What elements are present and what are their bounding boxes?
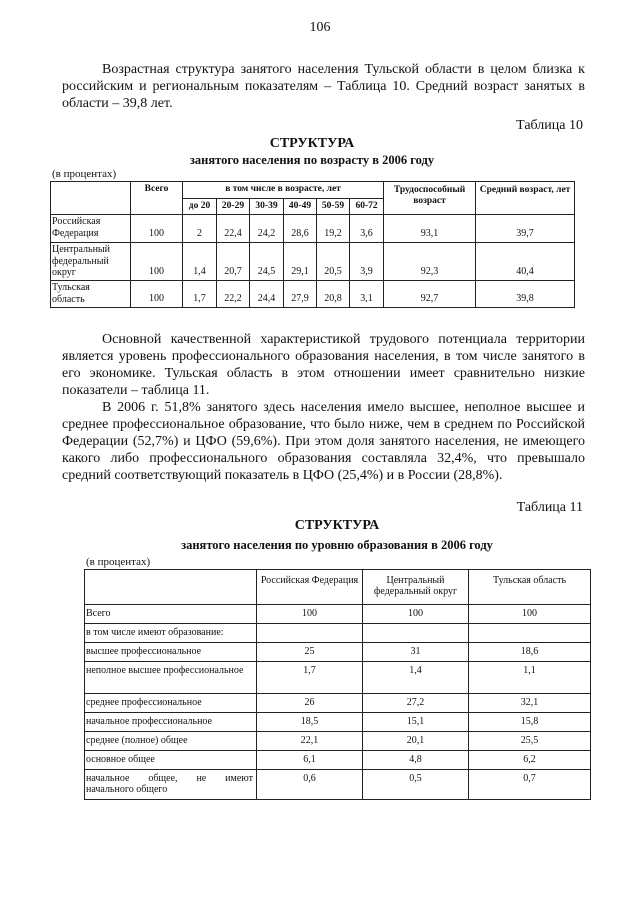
row-name-line: Российская [52, 216, 101, 227]
table-row [51, 215, 575, 243]
table11-cell [257, 624, 363, 643]
table-row [85, 643, 591, 662]
table11-cell: 1,7 [257, 662, 363, 694]
table11-cell: 22,1 [257, 732, 363, 751]
table11-row-name: высшее профессиональное [85, 643, 257, 662]
table10-cell: 100 [131, 281, 183, 308]
table10-cell: 1,4 [183, 243, 217, 281]
intro-text: Возрастная структура занятого населения Тульской области в целом близка к российским и региональным показателям – Таблица 10. Средний возраст занятых в области – 39,8 лет. [62, 62, 585, 111]
table10-cell: 3,6 [350, 215, 384, 243]
table10-cell: 3,1 [350, 281, 384, 308]
table10-corner [51, 182, 131, 215]
table11-header-rf: Российская Федерация [257, 570, 363, 605]
table11-title: СТРУКТУРА [294, 518, 380, 533]
table11-cell: 20,1 [363, 732, 469, 751]
table-row [51, 243, 575, 281]
table11-cell: 100 [469, 605, 591, 624]
table10-header-age: 40-49 [284, 199, 317, 215]
table11-cell: 25 [257, 643, 363, 662]
table10-cell: 22,4 [217, 215, 250, 243]
table10-cell: 40,4 [476, 243, 575, 281]
table11-row-name: основное общее [85, 751, 257, 770]
table10-header-age: 50-59 [317, 199, 350, 215]
body-paragraphs [62, 331, 585, 484]
table-row [85, 624, 591, 643]
table11-cell: 0,5 [363, 770, 469, 800]
table11-cell: 1,4 [363, 662, 469, 694]
table11-cell: 15,8 [469, 713, 591, 732]
row-name-line: Центральный [52, 244, 111, 255]
table10-header-able-bodied: Трудоспособный возраст [384, 182, 476, 215]
table10-header-age: 20-29 [217, 199, 250, 215]
table11-corner [85, 570, 257, 605]
table-row [85, 694, 591, 713]
table11-label: Таблица 11 [516, 500, 583, 515]
table11-cell: 0,7 [469, 770, 591, 800]
table10-header-age: 60-72 [350, 199, 384, 215]
table11-cell: 0,6 [257, 770, 363, 800]
table11-row-name: начальное общее, не имеют начального общего [85, 770, 257, 800]
table11-header-cfo: Центральный федеральный округ [363, 570, 469, 605]
intro-paragraph [62, 61, 585, 112]
table10-cell: 39,7 [476, 215, 575, 243]
table10 [50, 181, 575, 308]
row-name-line: область [52, 293, 85, 305]
table11-row-name: среднее профессиональное [85, 694, 257, 713]
table11-cell [363, 624, 469, 643]
table11-cell [469, 624, 591, 643]
table10-cell: 20,8 [317, 281, 350, 308]
table10-cell: 92,7 [384, 281, 476, 308]
row-name-line: Федерация [52, 227, 99, 239]
table10-header-age: до 20 [183, 199, 217, 215]
table10-cell: 92,3 [384, 243, 476, 281]
table11-cell: 32,1 [469, 694, 591, 713]
table-row [85, 605, 591, 624]
table11-cell: 25,5 [469, 732, 591, 751]
table11-cell: 4,8 [363, 751, 469, 770]
paragraph-2: Основной качественной характеристикой трудового потенциала территории является уровень профессионального образования населения, в том числе занятого в его экономике. Тульская область в этом отношении имеет сравнительно низкие показатели – таблица 11. [62, 332, 585, 398]
table11-cell: 18,5 [257, 713, 363, 732]
table10-cell: 20,5 [317, 243, 350, 281]
table11-row-name: среднее (полное) общее [85, 732, 257, 751]
table11-subtitle: занятого населения по уровню образования в 2006 году [181, 538, 493, 552]
table11-row-name: Всего [85, 605, 257, 624]
table10-label: Таблица 10 [516, 118, 583, 133]
table10-row-name [51, 215, 131, 243]
table10-cell: 100 [131, 215, 183, 243]
row-name-line: федеральный [52, 255, 109, 267]
table11-cell: 15,1 [363, 713, 469, 732]
table10-row-name [51, 243, 131, 281]
table11-row-name: в том числе имеют образование: [85, 624, 257, 643]
table11-cell: 6,2 [469, 751, 591, 770]
table-row [85, 751, 591, 770]
table11-cell: 100 [257, 605, 363, 624]
table10-header-age: 30-39 [250, 199, 284, 215]
table11-cell: 26 [257, 694, 363, 713]
table10-cell: 27,9 [284, 281, 317, 308]
table10-header-age-group: в том числе в возрасте, лет [183, 182, 384, 199]
table11-row-name: неполное высшее профессиональное [85, 662, 257, 694]
table11-cell: 31 [363, 643, 469, 662]
row-name-line: округ [52, 267, 76, 278]
table10-cell: 3,9 [350, 243, 384, 281]
table10-subtitle: занятого населения по возрасту в 2006 году [189, 153, 435, 167]
table-row [85, 770, 591, 800]
table10-cell: 24,2 [250, 215, 284, 243]
table10-row-name [51, 281, 131, 308]
table11-cell: 100 [363, 605, 469, 624]
table-row [85, 662, 591, 694]
table10-title: СТРУКТУРА [269, 136, 355, 151]
row-name-line: Тульская [52, 282, 90, 293]
table10-cell: 20,7 [217, 243, 250, 281]
table11-cell: 6,1 [257, 751, 363, 770]
table10-cell: 24,4 [250, 281, 284, 308]
table11 [84, 569, 591, 800]
table10-header-total: Всего [131, 182, 183, 215]
table10-cell: 93,1 [384, 215, 476, 243]
table10-cell: 24,5 [250, 243, 284, 281]
table-row [85, 732, 591, 751]
table11-cell: 27,2 [363, 694, 469, 713]
table11-cell: 1,1 [469, 662, 591, 694]
table10-cell: 2 [183, 215, 217, 243]
table10-header-avg-age: Средний возраст, лет [476, 182, 575, 215]
table10-cell: 100 [131, 243, 183, 281]
table10-unit: (в процентах) [52, 168, 117, 180]
table10-cell: 28,6 [284, 215, 317, 243]
table10-cell: 29,1 [284, 243, 317, 281]
table10-cell: 39,8 [476, 281, 575, 308]
table11-cell: 18,6 [469, 643, 591, 662]
table11-unit: (в процентах) [86, 556, 151, 568]
table10-cell: 22,2 [217, 281, 250, 308]
table11-row-name: начальное профессиональное [85, 713, 257, 732]
page-number: 106 [309, 20, 331, 35]
table10-cell: 1,7 [183, 281, 217, 308]
table-row [85, 713, 591, 732]
paragraph-3: В 2006 г. 51,8% занятого здесь населения имело высшее, неполное высшее и среднее профессиональное образование, что было ниже, чем в среднем по Российской Федерации (52,7%) и ЦФО (59,6%). При этом доля занятого населения, не имеющего какого либо профессионального образования составляла 32,4%, что превышало средний соответствующий показатель в ЦФО (25,4%) и в России (28,8%). [62, 400, 585, 483]
table11-header-tula: Тульская область [469, 570, 591, 605]
table-row [51, 281, 575, 308]
table10-cell: 19,2 [317, 215, 350, 243]
